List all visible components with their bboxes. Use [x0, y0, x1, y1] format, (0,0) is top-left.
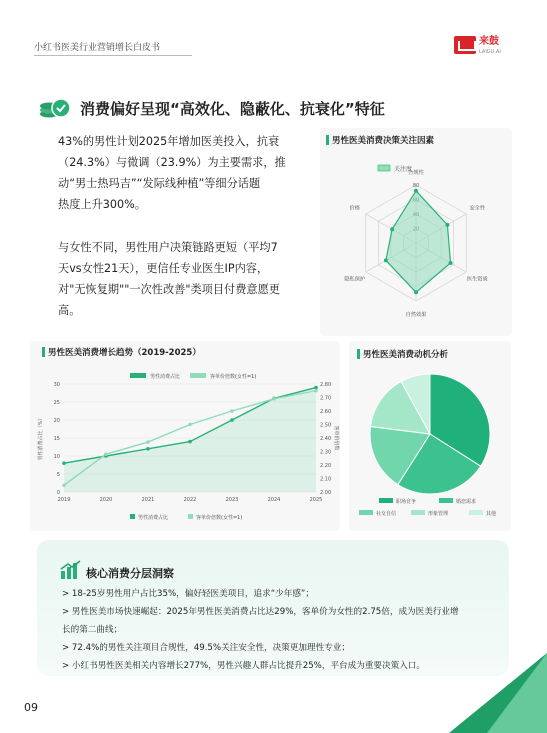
series-point-b	[230, 409, 234, 413]
text-line: 与女性不同，男性用户决策链路更短（平均7	[58, 241, 278, 254]
pie-legend-label: 形象管理	[428, 511, 449, 517]
series-point-b	[188, 423, 192, 427]
insight-item: > 18-25岁男性用户占比35%，偏好轻医美项目，追求“少年感”；	[62, 589, 314, 599]
bar-chart-icon	[60, 560, 82, 580]
logo-icon	[454, 36, 476, 54]
pie-legend-label: 社交自信	[376, 511, 397, 517]
radar-axis-label: 隐私保护	[344, 276, 366, 283]
insight-item: > 72.4%的男性关注项目合规性，49.5%关注安全性，决策更加理性专业；	[62, 643, 350, 653]
line-title: 男性医美消费增长趋势（2019-2025）	[48, 348, 201, 358]
insight-item: 长的第二曲线；	[62, 625, 123, 635]
y-tick-right: 2.00	[320, 490, 332, 496]
radar-point	[449, 261, 453, 265]
pie-title: 男性医美消费动机分析	[363, 350, 449, 360]
bottom-legend-swatch-a	[130, 514, 135, 519]
text-line: 高。	[58, 304, 81, 317]
pie-legend-swatch	[379, 498, 393, 503]
text-line: （24.3%）与微调（23.9%）为主要需求，推	[58, 156, 286, 169]
legend-swatch	[378, 165, 390, 171]
logo-text: 来鼓	[479, 36, 499, 47]
insight-item: > 小红书男性医美相关内容增长277%，男性兴趣人群占比提升25%，平台成为重要决策入口。	[62, 661, 425, 671]
y-tick-left: 30	[53, 382, 60, 388]
y-tick-left: 25	[53, 400, 60, 406]
y-tick-right: 2.60	[320, 409, 332, 415]
series-point-a	[314, 386, 318, 390]
y-tick-left: 10	[53, 454, 60, 460]
line-chart	[30, 362, 340, 530]
core-title: 核心消费分层洞察	[86, 567, 174, 580]
series-point-a	[230, 418, 234, 422]
y-tick-right: 2.30	[320, 449, 332, 456]
radar-point	[414, 290, 418, 294]
x-tick: 2024	[267, 497, 281, 503]
section-title: 消费偏好呈现“高效化、隐蔽化、抗衰化”特征	[80, 100, 385, 118]
y-tick-left: 5	[56, 472, 60, 478]
x-tick: 2020	[99, 497, 113, 503]
radar-title: 男性医美消费决策关注因素	[332, 136, 435, 146]
series-point-b	[146, 440, 150, 444]
y-tick-right: 2.40	[320, 436, 332, 442]
y-tick-right: 2.50	[320, 422, 332, 429]
radar-point	[445, 223, 449, 227]
header-title: 小红书医美行业营销增长白皮书	[34, 43, 161, 53]
text-line: 43%的男性计划2025年增加医美投入，抗衰	[58, 135, 280, 148]
y-tick-left: 15	[53, 436, 60, 442]
y-label-right: 客单价倍数	[333, 425, 339, 451]
y-tick-right: 2.10	[320, 476, 332, 483]
legend-swatch-b	[190, 373, 206, 378]
series-point-a	[146, 447, 150, 451]
x-tick: 2021	[141, 497, 155, 503]
pie-chart	[349, 362, 511, 530]
pie-legend-swatch	[439, 498, 453, 503]
radar-axis-label: 安全性	[469, 205, 486, 212]
x-tick: 2022	[183, 497, 197, 503]
text-line: 热度上升300%。	[58, 198, 146, 211]
radar-point	[384, 258, 388, 262]
pie-legend-swatch	[359, 510, 373, 515]
page-number: 09	[24, 701, 38, 714]
header-divider	[34, 55, 192, 56]
pie-legend-label: 其他	[486, 511, 497, 517]
series-point-b	[314, 389, 318, 393]
radar-point	[414, 189, 418, 193]
radar-tick: 80	[412, 183, 420, 189]
legend-swatch-a	[130, 373, 146, 378]
bottom-legend-label-b: 客单价倍数(女性=1)	[196, 515, 243, 521]
radar-axis-label: 自然效果	[405, 311, 427, 318]
bottom-legend-label-a: 男性消费占比	[138, 515, 169, 521]
radar-series-area	[386, 191, 451, 292]
y-tick-left: 0	[56, 490, 60, 496]
y-tick-right: 2.70	[320, 395, 332, 402]
text-line: 对"无恢复期""一次性改善"类项目付费意愿更	[58, 283, 280, 296]
series-point-a	[62, 461, 66, 465]
pie-legend-label: 婚恋需求	[456, 499, 477, 505]
pie-legend-swatch	[469, 510, 483, 515]
series-point-a	[188, 440, 192, 444]
legend-label: 关注度	[394, 166, 413, 173]
brand-logo	[454, 36, 501, 58]
series-point-b	[62, 483, 66, 487]
y-tick-left: 20	[53, 418, 60, 424]
y-tick-right: 2.20	[320, 463, 332, 469]
radar-axis-label: 合规性	[408, 170, 424, 177]
x-tick: 2019	[57, 497, 71, 503]
radar-axis-label: 医生资质	[466, 276, 488, 283]
pie-legend-label: 职场竞争	[396, 499, 417, 505]
x-tick: 2023	[225, 497, 239, 503]
coins-icon	[38, 92, 72, 120]
y-tick-right: 2.80	[320, 382, 332, 388]
x-tick: 2025	[309, 497, 323, 503]
intro-paragraph-2	[58, 237, 296, 321]
radar-point	[390, 227, 394, 231]
series-point-b	[104, 452, 108, 456]
legend-label-b: 客单价倍数(女性=1)	[210, 374, 257, 380]
legend-label-a: 男性消费占比	[150, 374, 181, 380]
intro-paragraph-1	[58, 131, 296, 215]
y-label-left: 男性消费占比（%）	[38, 415, 44, 461]
bottom-legend-swatch-b	[188, 514, 193, 519]
corner-decoration-light	[487, 653, 547, 733]
logo-subtext: LAIGU.AI	[479, 49, 501, 55]
radar-axis-label: 价格	[349, 205, 360, 212]
pie-legend-swatch	[411, 510, 425, 515]
text-line: 动“男士热玛吉”“发际线种植”等细分话题	[58, 177, 261, 190]
series-point-b	[272, 397, 276, 401]
text-line: 天vs女性21天），更信任专业医生IP内容，	[58, 262, 269, 275]
series-area	[64, 388, 316, 492]
insight-item: > 男性医美市场快速崛起：2025年男性医美消费占比达29%，客单价为女性的2.75倍，成为医美行业增	[62, 607, 459, 617]
radar-chart	[320, 148, 512, 333]
